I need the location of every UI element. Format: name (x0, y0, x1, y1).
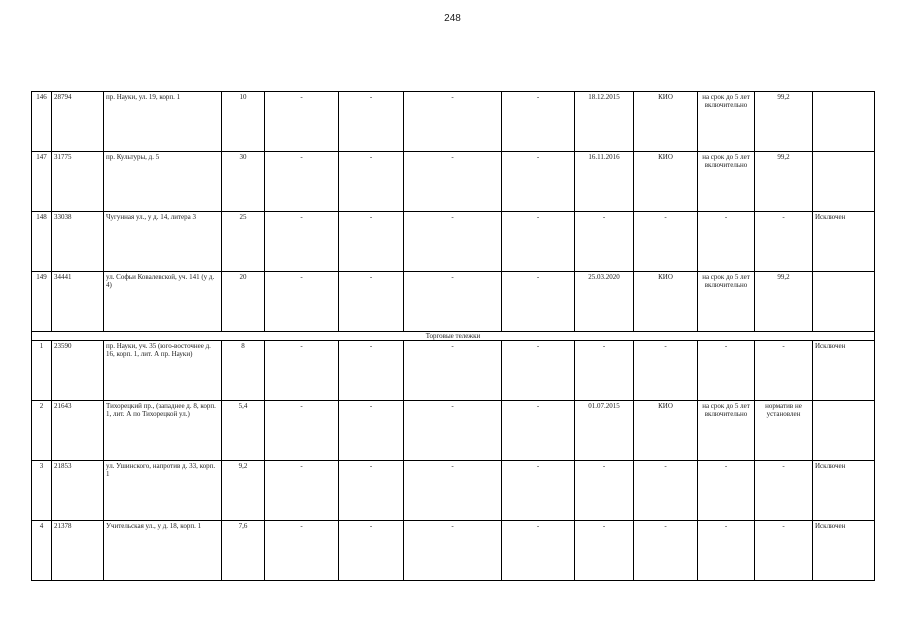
cell-address: ул. Ушинского, напротив д. 33, корп. 1 (104, 461, 222, 521)
cell-date: - (575, 461, 634, 521)
cell-date: - (575, 521, 634, 581)
cell-area: 20 (222, 272, 265, 332)
cell-col5: - (265, 92, 339, 152)
page-number: 248 (444, 13, 461, 24)
table-row (32, 341, 875, 401)
cell-organization: КИО (634, 92, 698, 152)
cell-note: Исключен (813, 521, 875, 581)
table-row (32, 92, 875, 152)
cell-date: 16.11.2016 (575, 152, 634, 212)
cell-object-id: 28794 (52, 92, 104, 152)
cell-area: 25 (222, 212, 265, 272)
cell-col5: - (265, 341, 339, 401)
cell-date: - (575, 212, 634, 272)
cell-term: на срок до 5 лет включительно (698, 401, 755, 461)
cell-percent: 99,2 (755, 272, 813, 332)
cell-col6: - (339, 92, 404, 152)
cell-area: 9,2 (222, 461, 265, 521)
cell-percent: - (755, 521, 813, 581)
cell-col5: - (265, 461, 339, 521)
cell-term: - (698, 341, 755, 401)
cell-row-number: 147 (32, 152, 52, 212)
cell-col7: - (404, 152, 502, 212)
cell-term: - (698, 212, 755, 272)
cell-address: ул. Софьи Ковалевской, уч. 141 (у д. 4) (104, 272, 222, 332)
cell-area: 10 (222, 92, 265, 152)
cell-area: 30 (222, 152, 265, 212)
cell-percent: - (755, 212, 813, 272)
cell-object-id: 33038 (52, 212, 104, 272)
cell-object-id: 31775 (52, 152, 104, 212)
cell-col7: - (404, 92, 502, 152)
cell-date: 18.12.2015 (575, 92, 634, 152)
cell-percent: 99,2 (755, 92, 813, 152)
table-row (32, 521, 875, 581)
cell-col6: - (339, 461, 404, 521)
registry-table (31, 91, 875, 581)
cell-col7: - (404, 401, 502, 461)
cell-col7: - (404, 461, 502, 521)
cell-date: 25.03.2020 (575, 272, 634, 332)
table-row (32, 401, 875, 461)
cell-col6: - (339, 401, 404, 461)
cell-area: 7,6 (222, 521, 265, 581)
table-row (32, 212, 875, 272)
cell-percent: - (755, 461, 813, 521)
cell-col6: - (339, 272, 404, 332)
section-header-row (32, 332, 875, 341)
cell-row-number: 1 (32, 341, 52, 401)
table-row (32, 461, 875, 521)
cell-row-number: 3 (32, 461, 52, 521)
cell-organization: - (634, 521, 698, 581)
cell-note (813, 401, 875, 461)
cell-term: на срок до 5 лет включительно (698, 272, 755, 332)
cell-address: Чугунная ул., у д. 14, литера 3 (104, 212, 222, 272)
cell-col6: - (339, 152, 404, 212)
cell-organization: КИО (634, 401, 698, 461)
cell-address: пр. Науки, ул. 19, корп. 1 (104, 92, 222, 152)
section-title: Торговые тележки (32, 332, 875, 341)
cell-note: Исключен (813, 341, 875, 401)
cell-object-id: 21378 (52, 521, 104, 581)
cell-organization: КИО (634, 272, 698, 332)
cell-percent: - (755, 341, 813, 401)
cell-object-id: 21643 (52, 401, 104, 461)
cell-row-number: 148 (32, 212, 52, 272)
cell-note (813, 92, 875, 152)
cell-col8: - (502, 401, 575, 461)
cell-col7: - (404, 212, 502, 272)
cell-area: 8 (222, 341, 265, 401)
cell-col5: - (265, 212, 339, 272)
cell-col8: - (502, 152, 575, 212)
cell-organization: - (634, 212, 698, 272)
cell-col6: - (339, 341, 404, 401)
cell-note (813, 272, 875, 332)
cell-note: Исключен (813, 212, 875, 272)
cell-col8: - (502, 341, 575, 401)
cell-col7: - (404, 341, 502, 401)
cell-organization: КИО (634, 152, 698, 212)
table-row (32, 152, 875, 212)
cell-date: - (575, 341, 634, 401)
cell-term: на срок до 5 лет включительно (698, 92, 755, 152)
cell-term: - (698, 461, 755, 521)
cell-col8: - (502, 272, 575, 332)
cell-col5: - (265, 272, 339, 332)
cell-col6: - (339, 212, 404, 272)
cell-address: Тихорецкий пр., (западнее д. 8, корп. 1, лит. А по Тихорецкой ул.) (104, 401, 222, 461)
cell-col8: - (502, 521, 575, 581)
cell-row-number: 149 (32, 272, 52, 332)
cell-term: на срок до 5 лет включительно (698, 152, 755, 212)
cell-col8: - (502, 92, 575, 152)
cell-percent: 99,2 (755, 152, 813, 212)
cell-col8: - (502, 212, 575, 272)
table-row (32, 272, 875, 332)
cell-address: пр. Науки, уч. 35 (юго-восточнее д. 16, корп. 1, лит. А пр. Науки) (104, 341, 222, 401)
cell-object-id: 21853 (52, 461, 104, 521)
cell-date: 01.07.2015 (575, 401, 634, 461)
cell-address: пр. Культуры, д. 5 (104, 152, 222, 212)
cell-organization: - (634, 461, 698, 521)
cell-col5: - (265, 152, 339, 212)
cell-col6: - (339, 521, 404, 581)
cell-row-number: 4 (32, 521, 52, 581)
cell-row-number: 2 (32, 401, 52, 461)
cell-col7: - (404, 272, 502, 332)
cell-organization: - (634, 341, 698, 401)
cell-col7: - (404, 521, 502, 581)
cell-object-id: 23590 (52, 341, 104, 401)
cell-row-number: 146 (32, 92, 52, 152)
cell-term: - (698, 521, 755, 581)
cell-object-id: 34441 (52, 272, 104, 332)
cell-col8: - (502, 461, 575, 521)
cell-note (813, 152, 875, 212)
cell-col5: - (265, 521, 339, 581)
cell-address: Учительская ул., у д. 18, корп. 1 (104, 521, 222, 581)
cell-area: 5,4 (222, 401, 265, 461)
cell-percent: норматив не установлен (755, 401, 813, 461)
cell-note: Исключен (813, 461, 875, 521)
cell-col5: - (265, 401, 339, 461)
